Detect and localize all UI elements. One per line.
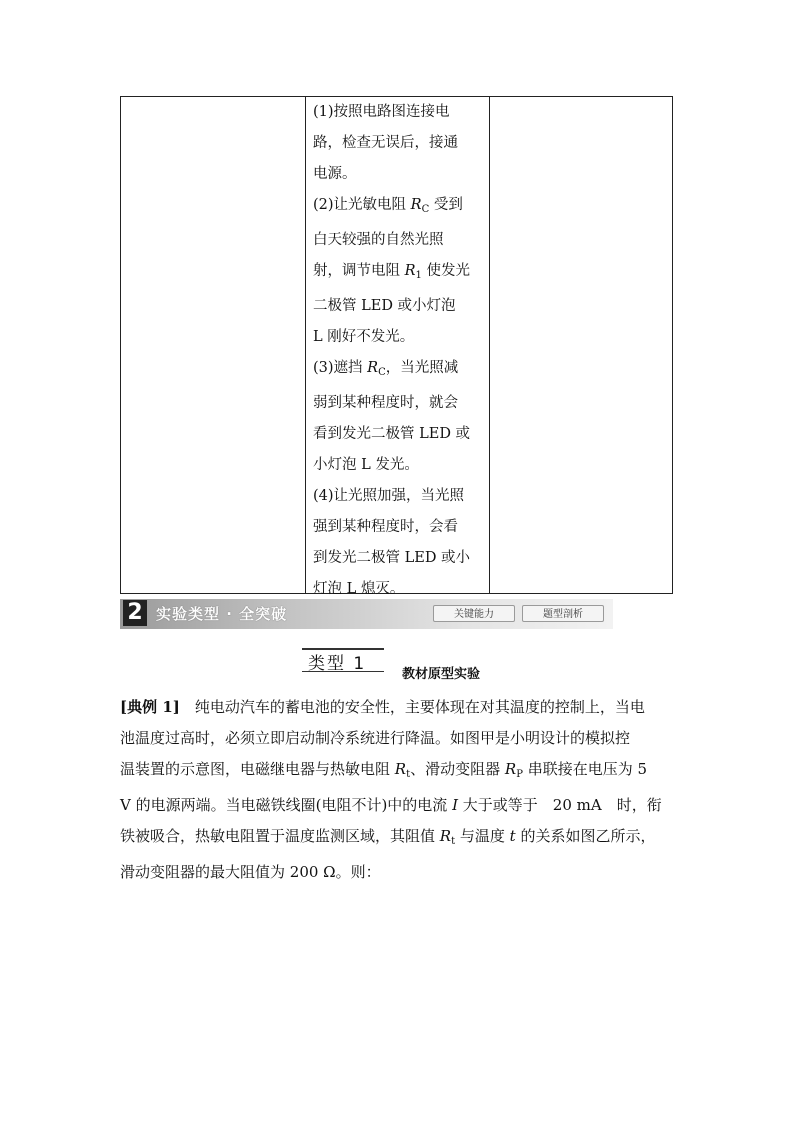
example-paragraph [120, 692, 680, 888]
step-1-line-3: 电源。 [313, 166, 357, 182]
step-4-line-3: 到发光二极管 LED 或小 [313, 550, 471, 566]
step-2-line-3: 射，调节电阻 $R_1$ 使发光 [313, 263, 471, 281]
step-3-line-3: 看到发光二极管 LED 或 [313, 426, 471, 442]
type-heading [302, 648, 384, 672]
type-heading-label: 类型 1 [308, 654, 367, 674]
step-3-line-1: (3)遮挡 $R_C$，当光照减 [313, 360, 459, 378]
example-line-2: 池温度过高时，必须立即启动制冷系统进行降温。如图甲是小明设计的模拟控 [120, 729, 631, 747]
example-tag: [典例 1] [120, 698, 180, 716]
table-divider-2 [489, 97, 490, 593]
procedure-steps-cell [313, 97, 489, 605]
step-1-line-1: (1)按照电路图连接电 [313, 104, 450, 120]
step-3-line-4: 小灯泡 L 发光。 [313, 457, 419, 473]
example-line-6: 滑动变阻器的最大阻值为 200 Ω。则： [120, 863, 381, 881]
section-title: 实验类型 · 全突破 [156, 605, 288, 623]
section-number-badge: 2 [123, 600, 147, 626]
example-line-1: [典例 1] 纯电动汽车的蓄电池的安全性，主要体现在对其温度的控制上，当电 [120, 698, 645, 716]
section-banner [120, 599, 613, 629]
type-heading-subtitle: 教材原型实验 [402, 667, 481, 682]
step-4-line-2: 强到某种程度时，会看 [313, 519, 458, 535]
table-divider-1 [305, 97, 306, 593]
example-line-5: 铁被吸合，热敏电阻置于温度监测区域，其阻值 $R_t$ 与温度 t 的关系如图乙所示， [120, 827, 656, 847]
example-line-4: V 的电源两端。当电磁铁线圈(电阻不计)中的电流 I 大于或等于 20 mA 时，衔 [120, 796, 662, 814]
step-3-line-2: 弱到某种程度时，就会 [313, 395, 458, 411]
step-1-line-2: 路，检查无误后，接通 [313, 135, 458, 151]
step-4-line-1: (4)让光照加强，当光照 [313, 488, 465, 504]
step-2-line-5: L 刚好不发光。 [313, 329, 415, 345]
question-analysis-tab[interactable]: 题型剖析 [522, 605, 604, 622]
step-4-line-4: 灯泡 L 熄灭。 [313, 581, 405, 597]
step-2-line-1: (2)让光敏电阻 $R_C$ 受到 [313, 197, 463, 215]
procedure-table [120, 96, 673, 597]
key-ability-tab[interactable]: 关键能力 [433, 605, 515, 622]
example-line-3: 温装置的示意图，电磁继电器与热敏电阻 $R_t$、滑动变阻器 $R_P$ 串联接在电压为 5 [120, 760, 648, 780]
step-2-line-4: 二极管 LED 或小灯泡 [313, 298, 456, 314]
step-2-line-2: 白天较强的自然光照 [313, 232, 444, 248]
